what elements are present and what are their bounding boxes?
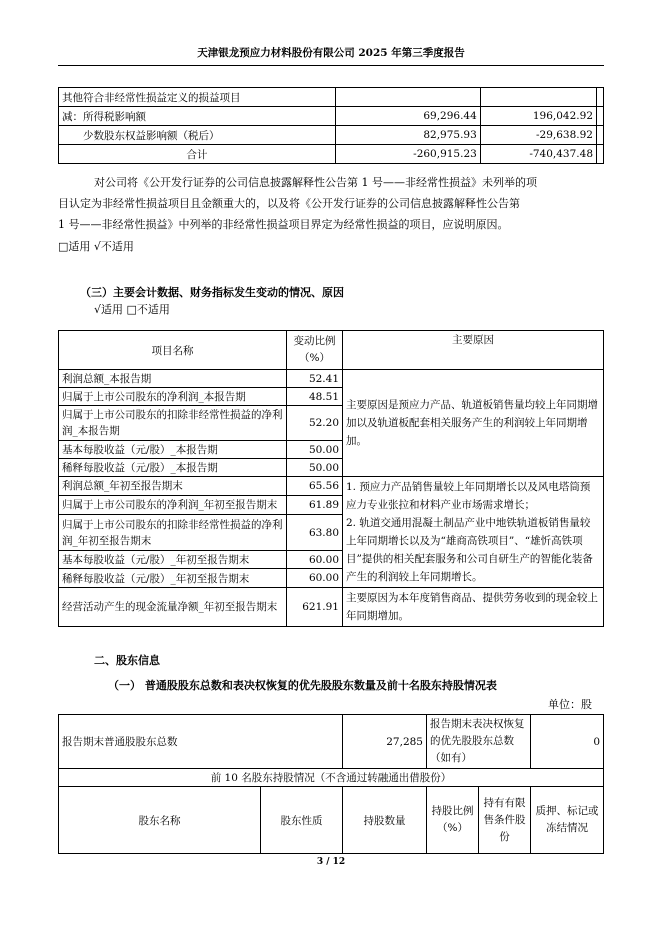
total-value: 27,285 bbox=[343, 715, 427, 769]
table-row bbox=[59, 769, 604, 787]
pref-value: 0 bbox=[531, 715, 604, 769]
reason-cell: 主要原因是预应力产品、轨道板销售量均较上年同期增加以及轨道板配套相关服务产生的利润较上年同期增加。 bbox=[343, 370, 604, 477]
paragraph-line: 对公司将《公开发行证券的公司信息披露解释性公告第 1 号——非经常性损益》未列举的项 bbox=[94, 176, 537, 189]
table-row: 归属于上市公司股东的净利润_本报告期 48.51 bbox=[59, 388, 604, 406]
non-recurring-table bbox=[58, 87, 604, 164]
table-row: 基本每股收益（元/股）_本报告期 50.00 bbox=[59, 441, 604, 459]
table-row: 稀释每股收益（元/股）_年初至报告期末 60.00 bbox=[59, 569, 604, 588]
table-header: 股东名称 股东性质 持股数量 持股比例（%） 持有有限售条件股份 质押、标记或冻结情况 bbox=[59, 787, 604, 854]
section-title: （三）主要会计数据、财务指标发生变动的情况、原因 bbox=[80, 286, 344, 299]
page-header: 天津银龙预应力材料股份有限公司 2025 年第三季度报告 bbox=[58, 45, 604, 66]
table-row: 归属于上市公司股东的扣除非经常性损益的净利润_年初至报告期末 63.80 bbox=[59, 515, 604, 551]
table-row: 经营活动产生的现金流量净额_年初至报告期末 621.91 主要原因为本年度销售商品、提供劳务收到的现金较上年同期增加。 bbox=[59, 588, 604, 627]
page-number: 3 / 12 bbox=[316, 857, 346, 867]
top10-title: 前 10 名股东持股情况（不含通过转融通出借股份） bbox=[59, 769, 604, 787]
table-row: 基本每股收益（元/股）_年初至报告期末 60.00 bbox=[59, 550, 604, 569]
paragraph-line: 目认定为非经常性损益项目且金额重大的，以及将《公开发行证券的公司信息披露解释性公告第 bbox=[58, 197, 520, 210]
unit-label: 单位：股 bbox=[548, 698, 592, 711]
row-label: 减：所得税影响额 bbox=[59, 107, 336, 126]
applicable-note: √适用 □不适用 bbox=[94, 303, 170, 316]
table-row: 少数股东权益影响额（税后） 82,975.93 -29,638.92 bbox=[59, 126, 604, 145]
section-title: 二、股东信息 bbox=[94, 654, 160, 667]
applicable-note: □适用 √不适用 bbox=[58, 240, 134, 253]
table-row bbox=[59, 88, 604, 107]
changes-table bbox=[58, 330, 604, 627]
row-label: 其他符合非经常性损益定义的损益项目 bbox=[59, 88, 336, 107]
table-row bbox=[59, 715, 604, 769]
table-row: 减：所得税影响额 69,296.44 196,042.92 bbox=[59, 107, 604, 126]
paragraph-line: 1 号——非经常性损益》中列举的非经常性损益项目界定为经常性损益的项目，应说明原因。 bbox=[58, 218, 509, 231]
table-row: 利润总额_年初至报告期末 65.56 1. 预应力产品销售量较上年同期增长以及风电塔筒预应力专业张拉和材料产业市场需求增长； 2. 轨道交通用混凝土制品产业中地铁轨道板销售量较上年同期增长以及为“雄商高铁项目”、“雄忻高铁项目”提供的相关配套服务和公司自研生产的智能化装备产生的利润较上年同期增长。 bbox=[59, 477, 604, 496]
table-row: 合计 -260,915.23 -740,437.48 bbox=[59, 145, 604, 164]
row-label: 少数股东权益影响额（税后） bbox=[59, 126, 336, 145]
total-label: 报告期末普通股股东总数 bbox=[59, 715, 343, 769]
shareholders-table bbox=[58, 714, 604, 854]
section-subtitle: （一） 普通股股东总数和表决权恢复的优先股股东数量及前十名股东持股情况表 bbox=[108, 679, 497, 692]
table-row: 稀释每股收益（元/股）_本报告期 50.00 bbox=[59, 459, 604, 477]
table-row: 归属于上市公司股东的扣除非经常性损益的净利润_本报告期 52.20 bbox=[59, 406, 604, 441]
reason-cell: 主要原因为本年度销售商品、提供劳务收到的现金较上年同期增加。 bbox=[343, 588, 604, 627]
row-label: 合计 bbox=[59, 145, 336, 164]
table-row: 利润总额_本报告期 52.41 主要原因是预应力产品、轨道板销售量均较上年同期增加以及轨道板配套相关服务产生的利润较上年同期增加。 bbox=[59, 370, 604, 388]
table-header: 项目名称 变动比例（%） 主要原因 bbox=[59, 331, 604, 370]
table-row: 归属于上市公司股东的净利润_年初至报告期末 61.89 bbox=[59, 495, 604, 515]
reason-cell: 1. 预应力产品销售量较上年同期增长以及风电塔筒预应力专业张拉和材料产业市场需求增长； 2. 轨道交通用混凝土制品产业中地铁轨道板销售量较上年同期增长以及为“雄商高铁项目”、“雄忻高铁项目”提供的相关配套服务和公司自研生产的智能化装备产生的利润较上年同期增长。 bbox=[343, 477, 604, 588]
pref-label: 报告期末表决权恢复的优先股股东总数（如有） bbox=[427, 715, 531, 769]
